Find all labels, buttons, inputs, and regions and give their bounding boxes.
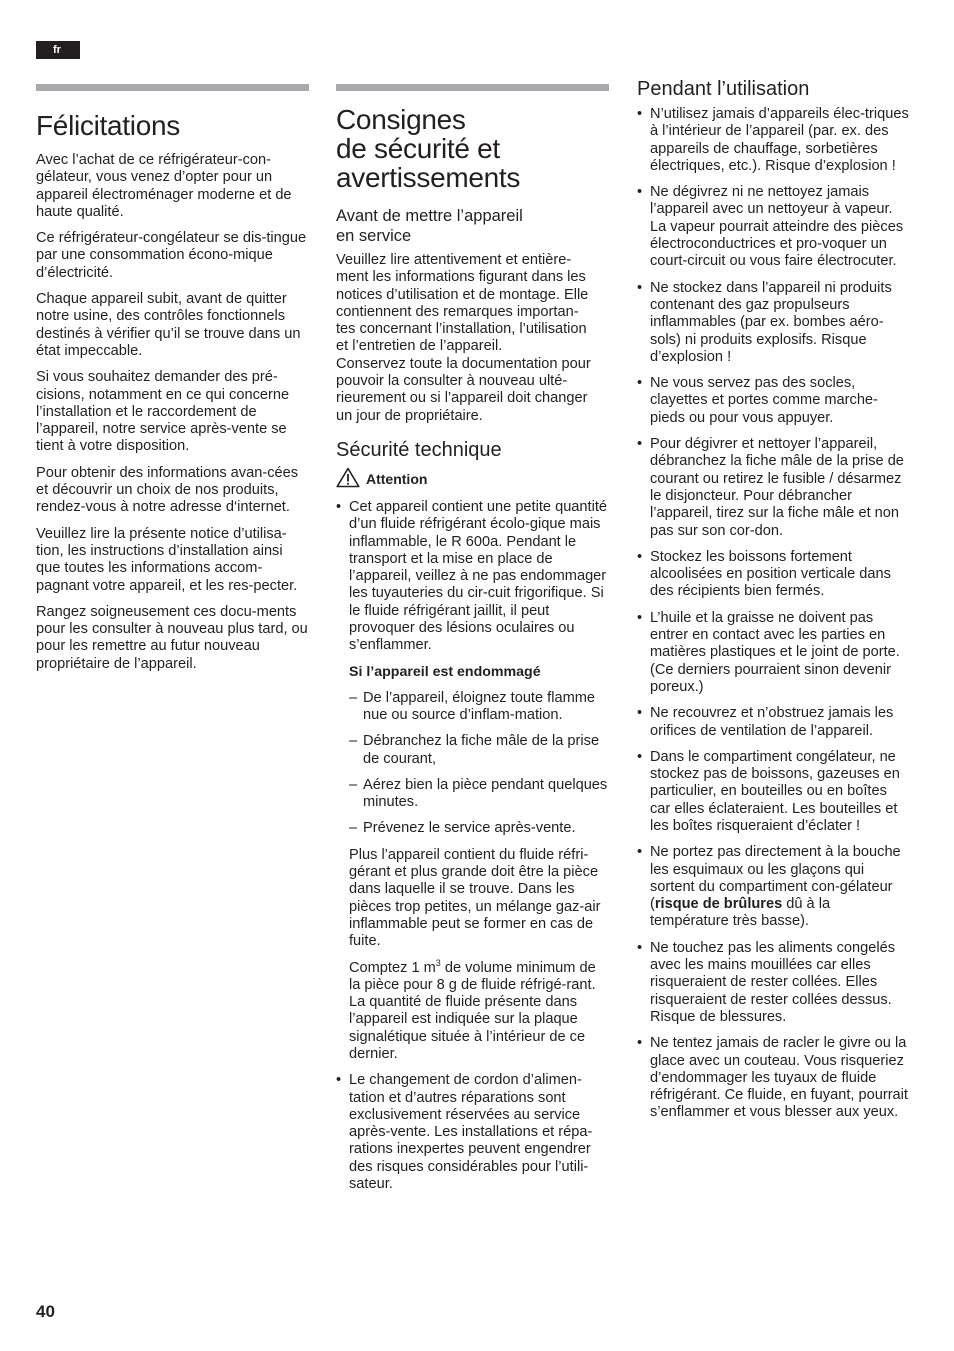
column-welcome: [36, 84, 309, 682]
paragraph: Ce réfrigérateur-congélateur se dis-tingue par une consommation écono-mique d’électricité.: [36, 230, 307, 281]
welcome-title: Félicitations: [36, 110, 180, 141]
warning-triangle-icon: [336, 467, 366, 491]
list-item: • L’huile et la graisse ne doivent pas entrer en contact avec les parties en matières plastiques et le joint de porte. (Ce derniers pourraient sinon devenir poreux.): [637, 610, 909, 696]
safety-title: Consignes de sécurité et avertissements: [336, 104, 521, 193]
attention-label: Attention: [336, 467, 609, 491]
column-usage: [637, 78, 909, 1131]
list-item: • Ne touchez pas les aliments congelés avec les mains mouillées car elles risqueraient de rester collées. Elles risqueraient de rester collées dessus. Risque de blessures.: [637, 940, 909, 1026]
list-item: • N’utilisez jamais d’appareils élec-triques à l’intérieur de l’appareil (par. ex. des appareils de chauffage, sorbetières électriques, etc.). Risque d’explosion !: [637, 106, 909, 175]
paragraph: Veuillez lire la présente notice d’utilisa-tion, les instructions d’installation ainsi que toutes les informations accom-pagnant votre appareil, et les res-pecter.: [36, 525, 298, 594]
volume-paragraph: Comptez 1 $m^3$ de volume minimum de la pièce pour 8 g de fluide réfrigé-rant. La quantité de fluide présente dans l’appareil est indiquée sur la plaque signalétique située à l’intérieur de ce dernier.: [349, 957, 596, 1062]
paragraph: Rangez soigneusement ces docu-ments pour les consulter à nouveau plus tard, ou pour les remettre au futur nouveau propriétaire de l’appareil.: [36, 603, 308, 672]
paragraph: Pour obtenir des informations avan-cées et découvrir un choix de nos produits, rendez-vous à notre adresse d‘internet.: [36, 464, 299, 516]
list-item: – Aérez bien la pièce pendant quelques minutes.: [349, 777, 609, 812]
paragraph: Chaque appareil subit, avant de quitter notre usine, des contrôles fonctionnels destinés à vérifier qu’il se trouve dans un état impeccable.: [36, 291, 301, 359]
technical-safety-heading: Sécurité technique: [336, 438, 502, 461]
repair-list: [336, 1072, 609, 1193]
damaged-steps-list: [349, 690, 609, 838]
list-item: • Cet appareil contient une petite quantité d’un fluide réfrigérant écolo-gique mais inflammable, le R 600a. Pendant le transport et la mise en place de l’appareil, veillez à ne pas endommager les tuyauteries du cir-cuit frigorifique. Si le fluide réfrigérant jaillit, il peut provoquer des lésions oculaires ou s’enflammer.: [336, 499, 609, 655]
page-number: 40: [36, 1302, 55, 1321]
section-rule: [36, 84, 309, 91]
list-item: • Ne vous servez pas des socles, clayettes et portes comme marche-pieds ou pour vous appuyer.: [637, 375, 909, 427]
list-item: • Ne tentez jamais de racler le givre ou la glace avec un couteau. Vous risqueriez d’endommager les tuyaux de fluide réfrigérant. Ce fluide, en fuyant, pourrait s’enflammer et vous blesser aux yeux.: [637, 1035, 909, 1121]
list-item: • Le changement de cordon d’alimen-tation et d’autres réparations sont exclusivement réservées au service après-vente. Les installations et répa-rations inexpertes peuvent engendrer des risques considérables pour l’utili-sateur.: [336, 1072, 609, 1193]
list-item: • Ne portez pas directement à la bouche les esquimaux ou les glaçons qui sortent du compartiment con-gélateur (risque de brûlures dû à la température très basse).: [637, 844, 909, 930]
list-item: – De l’appareil, éloignez toute flamme nue ou source d’inflam-mation.: [349, 690, 609, 725]
technical-safety-list: [336, 499, 609, 655]
list-item: • Ne stockez dans l’appareil ni produits contenant des gaz propulseurs inflammables (par ex. bombes aéro-sols) ni produits explosifs. Risque d’explosion !: [637, 280, 909, 366]
refrigerant-paragraph: Plus l’appareil contient du fluide réfri-gérant et plus grande doit être la pièce dans laquelle il se trouve. Dans les pièces trop petites, un mélange gaz-air inflammable peut se former en cas de fuite.: [349, 846, 601, 950]
column-safety: [336, 84, 609, 1202]
language-tab: fr: [36, 41, 80, 59]
intro-paragraph: Veuillez lire attentivement et entière- ment les informations figurant dans les notices d’utilisation et de montage. Elle contiennent des remarques importan- tes concernant l’installation, l’utilisation et l’entretien de l’appareil. Conservez toute la documentation pour pouvoir la consulter à nouveau ulté- rieurement ou si l’appareil doit changer un jour de propriétaire.: [336, 252, 591, 424]
list-item: • Ne dégivrez ni ne nettoyez jamais l’appareil avec un nettoyeur à vapeur. La vapeur pourrait atteindre des pièces électroconductrices et pro-voquer un court-circuit ou vous faire électrocuter.: [637, 184, 909, 270]
list-item: • Pour dégivrer et nettoyer l’appareil, débranchez la fiche mâle de la prise de courant ou retirez le fusible / désarmez le disjoncteur. Pour débrancher l’appareil, tirez sur la fiche mâle et non pas sur son cor-don.: [637, 436, 909, 540]
list-item: • Stockez les boissons fortement alcoolisées en position verticale dans des récipients bien fermés.: [637, 549, 909, 601]
usage-heading: Pendant l’utilisation: [637, 78, 810, 100]
section-rule: [336, 84, 609, 91]
usage-list: [637, 106, 909, 1122]
list-item: • Ne recouvrez et n’obstruez jamais les orifices de ventilation de l’appareil.: [637, 705, 909, 740]
before-use-heading: Avant de mettre l’appareil en service: [336, 207, 523, 245]
damaged-heading: Si l’appareil est endommagé: [349, 663, 541, 680]
paragraph: Avec l’achat de ce réfrigérateur-con-gélateur, vous venez d’opter pour un appareil électroménager moderne et de haute qualité.: [36, 152, 292, 220]
list-item: – Prévenez le service après-vente.: [349, 820, 609, 837]
list-item: • Dans le compartiment congélateur, ne stockez pas de boissons, gazeuses en particulier, en bouteilles ou en boîtes car elles éclateraient. Les bouteilles et les boîtes risqueraient d’éclater !: [637, 749, 909, 835]
paragraph: Si vous souhaitez demander des pré-cisions, notamment en ce qui concerne l’installation et le raccordement de l’appareil, notre service après-vente se tient à votre disposition.: [36, 369, 290, 455]
list-item: – Débranchez la fiche mâle de la prise de courant,: [349, 733, 609, 768]
